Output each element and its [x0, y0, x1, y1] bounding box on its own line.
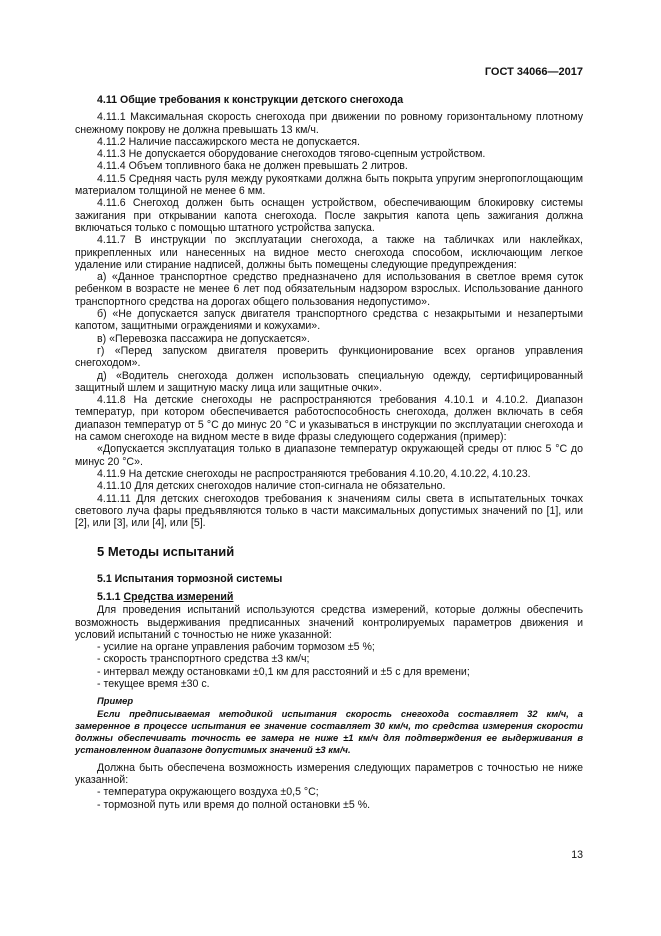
warning-g: г) «Перед запуском двигателя проверить функционирование всех органов управления снегоходом».	[75, 344, 583, 370]
list-item: - температура окружающего воздуха ±0,5 °С;	[97, 786, 319, 799]
paragraph-4-11-7: 4.11.7 В инструкции по эксплуатации снегохода, а также на табличках или наклейках, прикрепленных или нанесенных на видное место снегохода способом, исключающим легкое удаление или стирание надписей, должны быть помещены следующие предупреждения:	[75, 234, 583, 271]
temperature-phrase: «Допускается эксплуатация только в диапазоне температур окружающей среды от плюс 5 °С до минус 20 °С».	[75, 443, 583, 468]
warning-a: а) «Данное транспортное средство предназначено для использования в светлое время суток ребенком в возрасте не менее 6 лет под обязательным надзором взрослых. Использование данного транспортного средства на дорогах общего пользования недопустимо».	[75, 271, 583, 308]
example-title: Пример	[97, 695, 134, 707]
section-5-1-1-heading	[75, 591, 583, 603]
page-body	[75, 94, 583, 811]
list-item: - текущее время ±30 с.	[97, 678, 210, 691]
paragraph-4-11-1: 4.11.1 Максимальная скорость снегохода при движении по ровному горизонтальному плотному снежному покрову не должна превышать 13 км/ч.	[75, 111, 583, 136]
section-5-1-heading: 5.1 Испытания тормозной системы	[97, 572, 283, 585]
paragraph-4-11-9: 4.11.9 На детские снегоходы не распространяются требования 4.10.20, 4.10.22, 4.10.23.	[97, 467, 531, 480]
list-item: - тормозной путь или время до полной остановки ±5 %.	[97, 798, 371, 811]
paragraph-4-11-2: 4.11.2 Наличие пассажирского места не допускается.	[97, 135, 360, 148]
instruments-intro: Для проведения испытаний используются средства измерений, которые должны обеспечить возможность выдерживания предписанных значений контролируемых параметров движения и условий испытаний с точностью не ниже указанной:	[75, 604, 583, 641]
paragraph-4-11-3: 4.11.3 Не допускается оборудование снегоходов тягово-сцепным устройством.	[97, 148, 486, 161]
section-5-1-1-title: Средства измерений	[123, 590, 234, 603]
example-text: Если предписываемая методикой испытания скорость снегохода составляет 32 км/ч, а замеренное в процессе испытания ее значение составляет 30 км/ч, то средства измерения скорости должны обеспечивать точность ее замера не ниже ±1 км/ч для подтверждения ее выдерживания в установленном диапазоне допустимых значений ±3 км/ч.	[75, 707, 583, 755]
paragraph-4-11-6: 4.11.6 Снегоход должен быть оснащен устройством, обеспечивающим блокировку системы зажигания при открывании капота снегохода. После закрытия капота цепь зажигания должна включаться только с помощью штатного устройства запуска.	[75, 197, 583, 234]
standard-header: ГОСТ 34066—2017	[484, 66, 583, 78]
paragraph-4-11-8: 4.11.8 На детские снегоходы не распространяются требования 4.10.1 и 4.10.2. Диапазон температур, при котором обеспечивается работоспособность снегохода, должен включать в себя диапазон температур от 5 °С до минус 20 °С и указываться в инструкции по эксплуатации снегохода и на самом снегоходе на видном месте в виде фразы следующего содержания (пример):	[75, 394, 583, 444]
section-5-heading: 5 Методы испытаний	[97, 544, 235, 560]
parameters-intro: Должна быть обеспечена возможность измерения следующих параметров с точностью не ниже указанной:	[75, 761, 583, 786]
list-item: - усилие на органе управления рабочим тормозом ±5 %;	[97, 641, 375, 654]
paragraph-4-11-5: 4.11.5 Средняя часть руля между рукоятками должна быть покрыта упругим энергопоглощающим материалом толщиной не менее 6 мм.	[75, 172, 583, 198]
paragraph-4-11-10: 4.11.10 Для детских снегоходов наличие стоп-сигнала не обязательно.	[97, 480, 446, 493]
warning-v: в) «Перевозка пассажира не допускается».	[97, 332, 310, 345]
page-number: 13	[571, 849, 583, 861]
warning-b: б) «Не допускается запуск двигателя транспортного средства с незакрытыми и незапертыми капотом, защитными ограждениями и кожухами».	[75, 308, 583, 333]
warning-d: д) «Водитель снегохода должен использовать специальную одежду, сертифицированный защитный шлем и защитную маску лица или защитные очки».	[75, 369, 583, 394]
paragraph-4-11-4: 4.11.4 Объем топливного бака не должен превышать 2 литров.	[97, 160, 408, 173]
paragraph-4-11-11: 4.11.11 Для детских снегоходов требования к значениям силы света в испытательных точках светового луча фары предъявляются только в части максимальных допустимых значений по [1], или [2], или [3], или [4], или [5].	[75, 492, 583, 530]
list-item: - скорость транспортного средства ±3 км/ч;	[97, 653, 310, 666]
list-item: - интервал между остановками ±0,1 км для расстояний и ±5 с для времени;	[97, 665, 470, 678]
section-5-1-1-number: 5.1.1	[97, 590, 121, 603]
section-4-11-heading: 4.11 Общие требования к конструкции детского снегохода	[97, 94, 404, 106]
